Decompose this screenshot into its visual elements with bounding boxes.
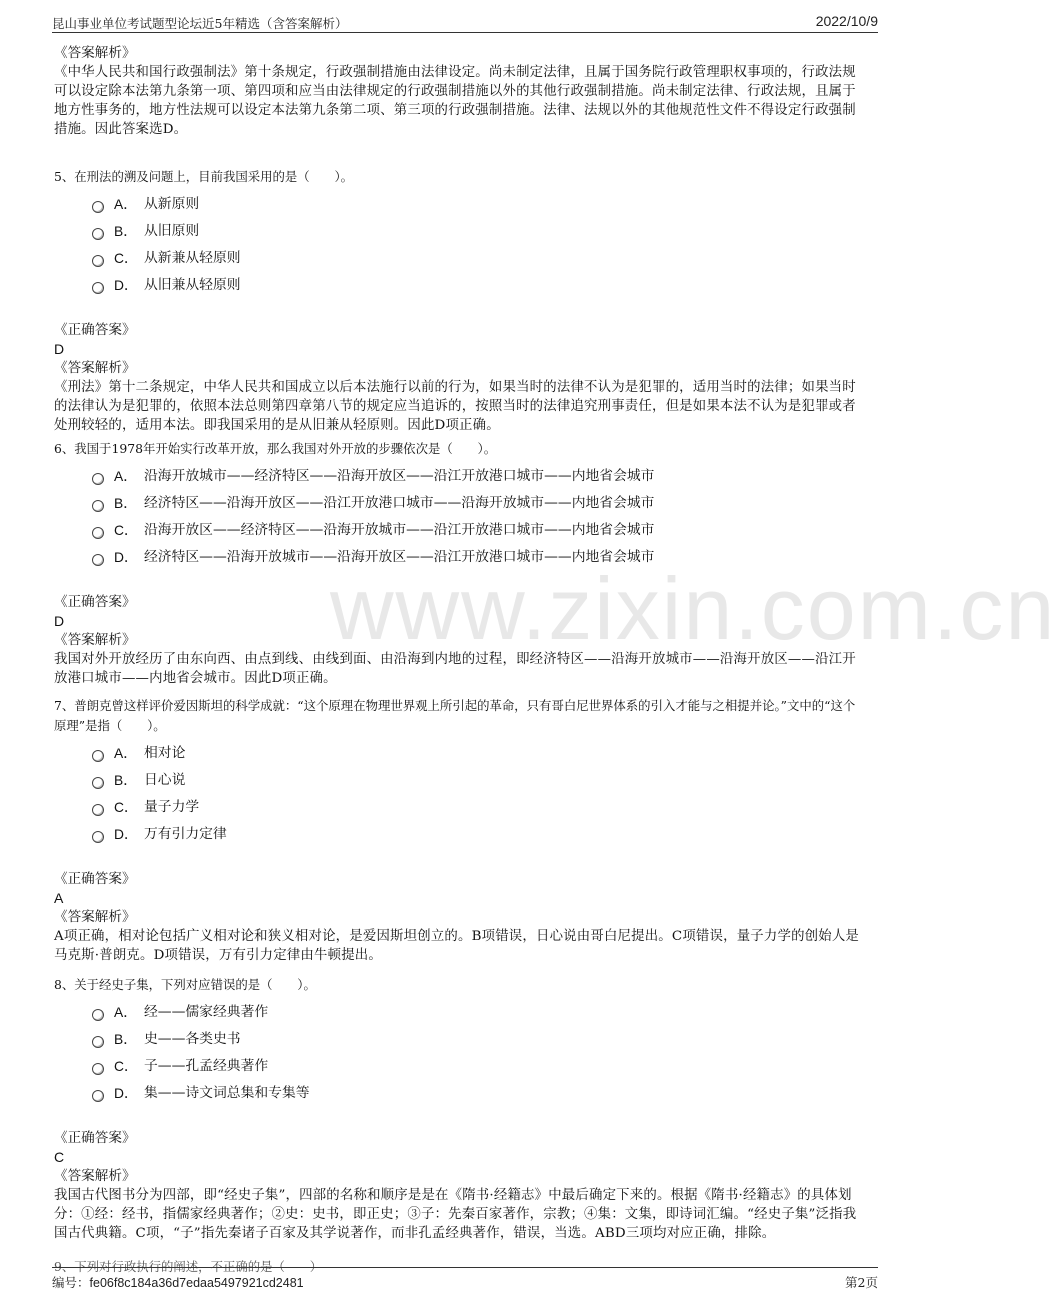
- correct-answer-tag: 《正确答案》: [54, 1130, 136, 1146]
- option-list: [92, 740, 860, 848]
- option-item[interactable]: [92, 245, 860, 272]
- option-item[interactable]: [92, 191, 860, 218]
- option-letter: C．: [114, 1059, 138, 1074]
- document-date: 2022/10/9: [815, 13, 878, 29]
- option-item[interactable]: [92, 740, 860, 767]
- question-block: [54, 167, 860, 435]
- page-footer: [52, 1267, 878, 1292]
- option-letter: C．: [114, 523, 138, 538]
- option-item[interactable]: [92, 463, 860, 490]
- document-title: 昆山事业单位考试题型论坛近5年精选（含答案解析）: [52, 16, 348, 31]
- option-text: 量子力学: [144, 799, 200, 815]
- option-item[interactable]: [92, 272, 860, 299]
- option-letter: B．: [114, 224, 137, 239]
- question-stem: 5、在刑法的溯及问题上，目前我国采用的是（ ）。: [54, 169, 354, 184]
- option-item[interactable]: [92, 490, 860, 517]
- radio-button-icon[interactable]: [92, 473, 104, 485]
- option-item[interactable]: [92, 821, 860, 848]
- analysis-tag: 《答案解析》: [54, 632, 136, 648]
- radio-button-icon[interactable]: [92, 831, 104, 843]
- question-9-stem-cut: 9、下列对行政执行的阐述，不正确的是（ ）: [54, 1259, 323, 1274]
- analysis-text: 我国对外开放经历了由东向西、由点到线、由线到面、由沿海到内地的过程，即经济特区——沿海开放城市——沿海开放区——沿江开放港口城市——内地省会城市。因此D项正确。: [54, 652, 856, 686]
- radio-button-icon[interactable]: [92, 777, 104, 789]
- option-text: 相对论: [144, 745, 186, 761]
- analysis-tag: 《答案解析》: [54, 1168, 136, 1184]
- option-letter: A．: [114, 197, 137, 212]
- option-item[interactable]: [92, 999, 860, 1026]
- option-letter: D．: [114, 278, 138, 293]
- option-item[interactable]: [92, 794, 860, 821]
- option-text: 万有引力定律: [144, 826, 227, 842]
- question-block: [54, 696, 860, 965]
- question-list: [54, 167, 860, 1243]
- option-text: 经——儒家经典著作: [144, 1004, 269, 1020]
- option-text: 经济特区——沿海开放区——沿江开放港口城市——沿海开放城市——内地省会城市: [144, 495, 655, 511]
- page-content: [54, 44, 860, 1274]
- analysis-text: A项正确，相对论包括广义相对论和狭义相对论，是爱因斯坦创立的。B项错误，日心说由哥白尼提出。C项错误，量子力学的创始人是马克斯·普朗克。D项错误，万有引力定律由牛顿提出。: [54, 929, 860, 963]
- correct-answer: C: [54, 1149, 65, 1165]
- radio-button-icon[interactable]: [92, 282, 104, 294]
- option-text: 子——孔孟经典著作: [144, 1058, 269, 1074]
- option-item[interactable]: [92, 767, 860, 794]
- analysis-tag: 《答案解析》: [54, 45, 136, 61]
- option-text: 从旧原则: [144, 223, 200, 239]
- question-stem: 8、关于经史子集，下列对应错误的是（ ）。: [54, 977, 316, 992]
- option-letter: A．: [114, 469, 137, 484]
- option-letter: B．: [114, 496, 137, 511]
- analysis-tag: 《答案解析》: [54, 360, 136, 376]
- correct-answer-tag: 《正确答案》: [54, 871, 136, 887]
- option-item[interactable]: [92, 1026, 860, 1053]
- radio-button-icon[interactable]: [92, 1063, 104, 1075]
- correct-answer: D: [54, 613, 65, 629]
- option-item[interactable]: [92, 544, 860, 571]
- option-letter: A．: [114, 746, 137, 761]
- analysis-text: 《中华人民共和国行政强制法》第十条规定，行政强制措施由法律设定。尚未制定法律，且属于国务院行政管理职权事项的，行政法规可以设定除本法第九条第一项、第四项和应当由法律规定的行政强制措施以外的其他行政强制措施。尚未制定法律、行政法规，且属于地方性事务的，地方性法规可以设定本法第九条第二项、第三项的行政强制措施。法律、法规以外的其他规范性文件不得设定行政强制措施。因此答案选D。: [54, 65, 856, 137]
- radio-button-icon[interactable]: [92, 804, 104, 816]
- radio-button-icon[interactable]: [92, 255, 104, 267]
- option-text: 经济特区——沿海开放城市——沿海开放区——沿江开放港口城市——内地省会城市: [144, 549, 655, 565]
- option-text: 沿海开放城市——经济特区——沿海开放区——沿江开放港口城市——内地省会城市: [144, 468, 655, 484]
- question-stem: 7、普朗克曾这样评价爱因斯坦的科学成就：“这个原理在物理世界观上所引起的革命，只有哥白尼世界体系的引入才能与之相提并论。”文中的“这个原理”是指（ ）。: [54, 698, 856, 733]
- document-code: [52, 1273, 304, 1291]
- radio-button-icon[interactable]: [92, 527, 104, 539]
- option-list: [92, 999, 860, 1107]
- option-text: 从新原则: [144, 196, 200, 212]
- analysis-tag: 《答案解析》: [54, 909, 136, 925]
- option-letter: D．: [114, 550, 138, 565]
- option-letter: D．: [114, 827, 138, 842]
- option-text: 沿海开放区——经济特区——沿海开放城市——沿江开放港口城市——内地省会城市: [144, 522, 655, 538]
- radio-button-icon[interactable]: [92, 1036, 104, 1048]
- question-block: [54, 975, 860, 1243]
- radio-button-icon[interactable]: [92, 1090, 104, 1102]
- option-item[interactable]: [92, 1053, 860, 1080]
- correct-answer: D: [54, 341, 65, 357]
- radio-button-icon[interactable]: [92, 554, 104, 566]
- option-item[interactable]: [92, 517, 860, 544]
- correct-answer-tag: 《正确答案》: [54, 322, 136, 338]
- page-header: [52, 12, 878, 33]
- option-letter: B．: [114, 773, 137, 788]
- option-letter: A．: [114, 1005, 137, 1020]
- option-list: [92, 191, 860, 299]
- option-text: 日心说: [144, 772, 186, 788]
- option-letter: C．: [114, 800, 138, 815]
- option-text: 从新兼从轻原则: [144, 250, 241, 266]
- question-stem: 6、我国于1978年开始实行改革开放，那么我国对外开放的步骤依次是（ ）。: [54, 441, 497, 456]
- analysis-text: 《刑法》第十二条规定，中华人民共和国成立以后本法施行以前的行为，如果当时的法律不认为是犯罪的，适用当时的法律；如果当时的法律认为是犯罪的，依照本法总则第四章第八节的规定应当追诉的，按照当时的法律追究刑事责任，但是如果本法不认为是犯罪或者处刑较轻的，适用本法。即我国采用的是从旧兼从轻原则。因此D项正确。: [54, 380, 856, 433]
- option-letter: C．: [114, 251, 138, 266]
- analysis-text: 我国古代图书分为四部，即“经史子集”，四部的名称和顺序是是在《隋书·经籍志》中最后确定下来的。根据《隋书·经籍志》的具体划分：①经：经书，指儒家经典著作；②史：史书，即正史；③子：先秦百家著作，宗教；④集：文集，即诗词汇编。“经史子集”泛指我国古代典籍。C项，“子”指先秦诸子百家及其学说著作，而非孔孟经典著作，错误，当选。ABD三项均对应正确，排除。: [54, 1188, 857, 1241]
- document-code-value: fe06f8c184a36d7edaa5497921cd2481: [89, 1276, 304, 1290]
- option-letter: D．: [114, 1086, 138, 1101]
- option-text: 从旧兼从轻原则: [144, 277, 241, 293]
- option-text: 史——各类史书: [144, 1031, 241, 1047]
- option-letter: B．: [114, 1032, 137, 1047]
- option-list: [92, 463, 860, 571]
- option-item[interactable]: [92, 1080, 860, 1107]
- radio-button-icon[interactable]: [92, 1009, 104, 1021]
- document-code-label: 编号：: [52, 1275, 90, 1290]
- radio-button-icon[interactable]: [92, 201, 104, 213]
- correct-answer: A: [54, 890, 64, 906]
- watermark: www.zixin.com.cn: [330, 559, 1056, 658]
- question-block: [54, 439, 860, 688]
- radio-button-icon[interactable]: [92, 228, 104, 240]
- radio-button-icon[interactable]: [92, 750, 104, 762]
- page-number: 第2页: [845, 1275, 878, 1290]
- radio-button-icon[interactable]: [92, 500, 104, 512]
- option-item[interactable]: [92, 218, 860, 245]
- previous-analysis: [54, 44, 860, 139]
- option-text: 集——诗文词总集和专集等: [144, 1085, 310, 1101]
- correct-answer-tag: 《正确答案》: [54, 594, 136, 610]
